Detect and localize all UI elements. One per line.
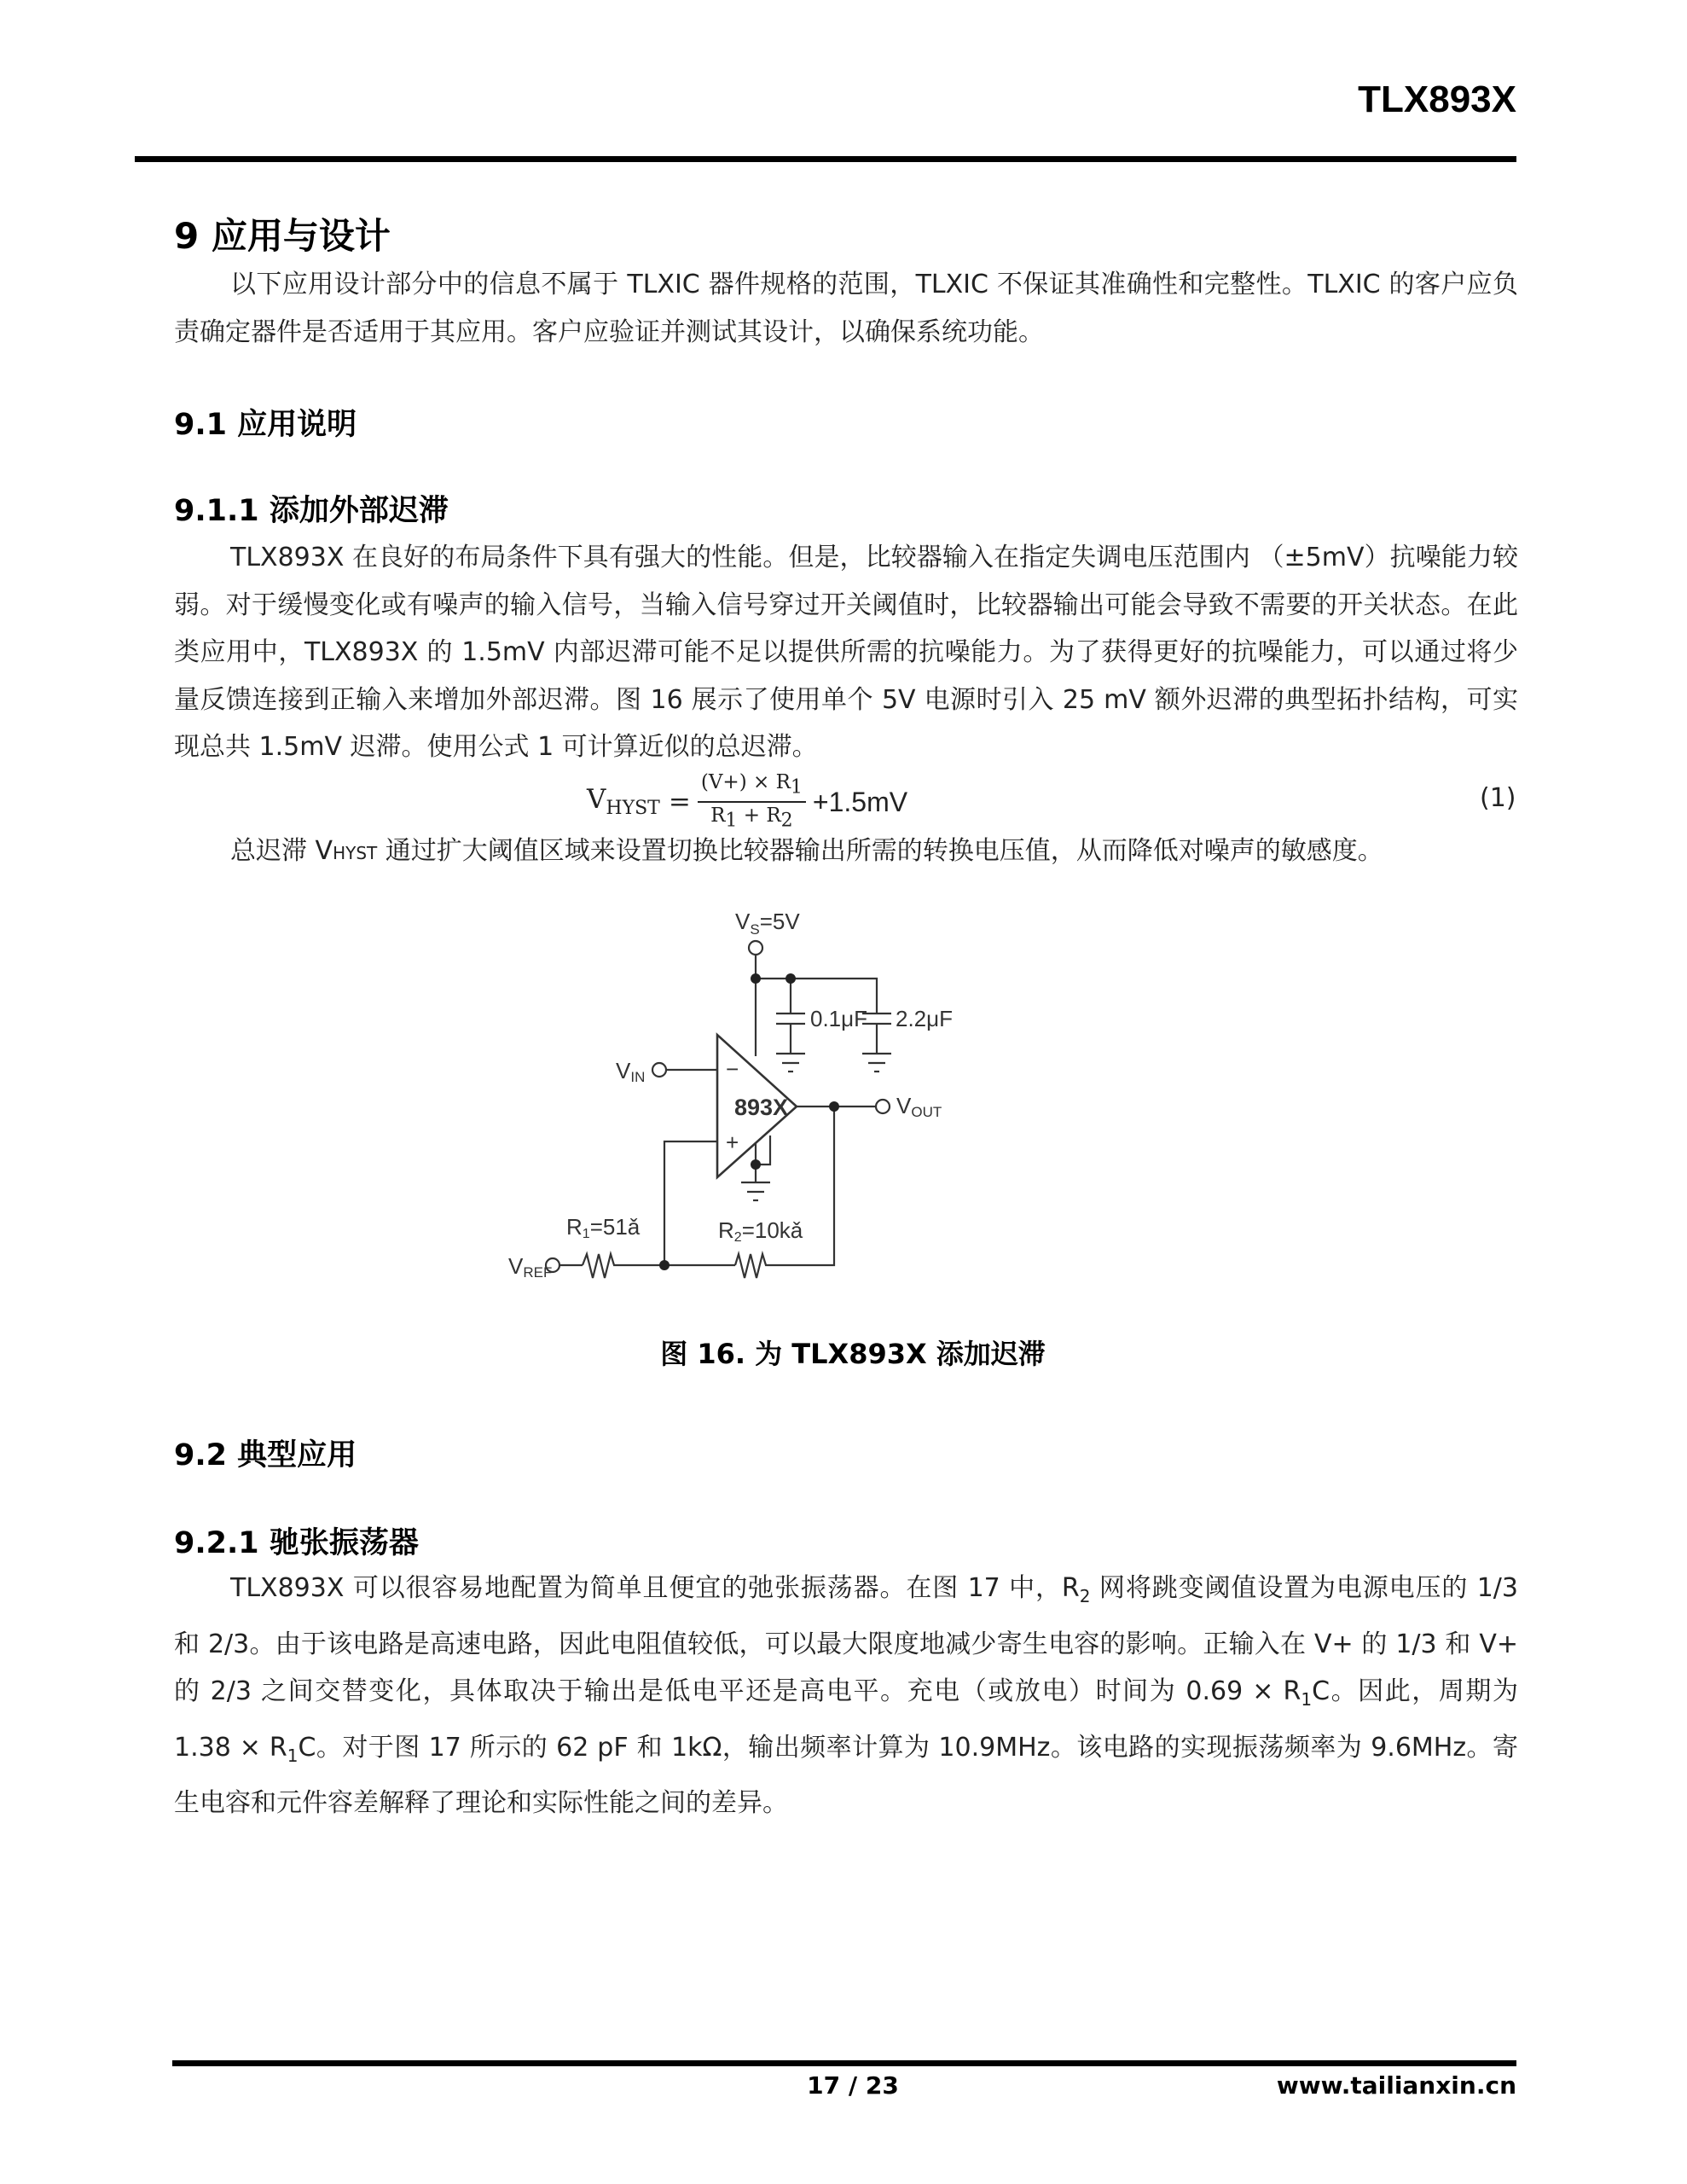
section-9-text: 以下应用设计部分中的信息不属于 TLXIC 器件规格的范围，TLXIC 不保证其准确性和完整性。TLXIC 的客户应负责确定器件是否适用于其应用。客户应验证并测试其设计，以确保系统功能。 [174, 270, 1518, 347]
eq-tail: +1.5mV [812, 786, 908, 817]
section-9-2-1-paragraph [174, 1565, 1518, 1827]
section-9-1-1-text: TLX893X 在良好的布局条件下具有强大的性能。但是，比较器输入在指定失调电压范围内 （±5mV）抗噪能力较弱。对于缓慢变化或有噪声的输入信号，当输入信号穿过开关阈值时，比较器输出可能会导致不需要的开关状态。在此类应用中，TLX893X 的 1.5mV 内部迟滞可能不足以提供所需的抗噪能力。为了获得更好的抗噪能力，可以通过将少量反馈连接到正输入来增加外部迟滞。图 16 展示了使用单个 5V 电源时引入 25 mV 额外迟滞的典型拓扑结构，可实现总共 1.5mV 迟滞。使用公式 1 可计算近似的总迟滞。 [174, 543, 1518, 763]
section-9-2-1-heading: 9.2.1 驰张振荡器 [174, 1526, 419, 1560]
vs-terminal [749, 941, 762, 955]
inverting-sign: − [726, 1056, 739, 1082]
junction-dot [751, 973, 761, 984]
section-9-heading: 9 应用与设计 [174, 215, 391, 257]
cap1-label: 0.1μF [810, 1006, 868, 1031]
vin-terminal [652, 1063, 666, 1077]
junction-dot [751, 1159, 761, 1170]
r2-label: R2=10kǎ [718, 1217, 803, 1245]
noninverting-sign: + [726, 1130, 739, 1155]
eq-numerator: $(V+) \times R_1$ [698, 770, 806, 803]
chip-label: 893X [734, 1095, 789, 1120]
equation-number: (1) [1480, 783, 1516, 813]
vout-terminal [876, 1100, 890, 1113]
eq-lhs: $V_{HYST}$ [587, 784, 660, 820]
section-9-1-1-heading: 9.1.1 添加外部迟滞 [174, 494, 449, 528]
section-9-1-heading: 9.1 应用说明 [174, 408, 357, 442]
vs-label: $V_S=5V$ [735, 909, 800, 938]
vref-label: VREF [508, 1253, 553, 1281]
noninverting-wire [664, 1141, 717, 1265]
r1-label: R1=51ǎ [566, 1214, 641, 1241]
section-9-2-1-text: TLX893X 可以很容易地配置为简单且便宜的弛张振荡器。在图 17 中，$R_2$ 网将跳变阈值设置为电源电压的 1/3 和 2/3。由于该电路是高速电路，因此电阻值较低，可以最大限度地减少寄生电容的影响。正输入在 V+ 的 1/3 和 V+ 的 2/3 之间交替变化，具体取决于输出是低电平还是高电平。充电（或放电）时间为 $0.69 \times R_1C$。因此，周期为 $1.38 \times R_1C$。对于图 17 所示的 62 pF 和 1kΩ，输出频率计算为 10.9MHz。该电路的实现振荡频率为 9.6MHz。寄生电容和元件容差解释了理论和实际性能之间的差异。 [174, 1573, 1519, 1819]
r1-resistor [583, 1254, 617, 1278]
cap2-label: 2.2μF [896, 1006, 954, 1031]
section-9-2-heading: 9.2 典型应用 [174, 1438, 357, 1472]
junction-dot [786, 973, 796, 984]
page-number: 17 / 23 [807, 2071, 899, 2100]
vout-label: VOUT [896, 1093, 942, 1120]
eq-denominator: $R_1 + R_2$ [710, 804, 793, 832]
hysteresis-note-text: 总迟滞 VHYST 通过扩大阈值区域来设置切换比较器输出所需的转换电压值，从而降低对噪声的敏感度。 [230, 836, 1383, 866]
figure-16-caption: 图 16. 为 TLX893X 添加迟滞 [660, 1338, 1046, 1370]
vin-label: VIN [616, 1058, 646, 1085]
eq-equals: = [668, 787, 691, 817]
junction-dot [829, 1101, 839, 1112]
website-link[interactable]: www.tailianxin.cn [1276, 2071, 1516, 2100]
footer-rule [172, 2060, 1516, 2066]
junction-dot [659, 1260, 670, 1270]
r2-resistor [735, 1254, 769, 1278]
document-title: TLX893X [1358, 78, 1516, 120]
